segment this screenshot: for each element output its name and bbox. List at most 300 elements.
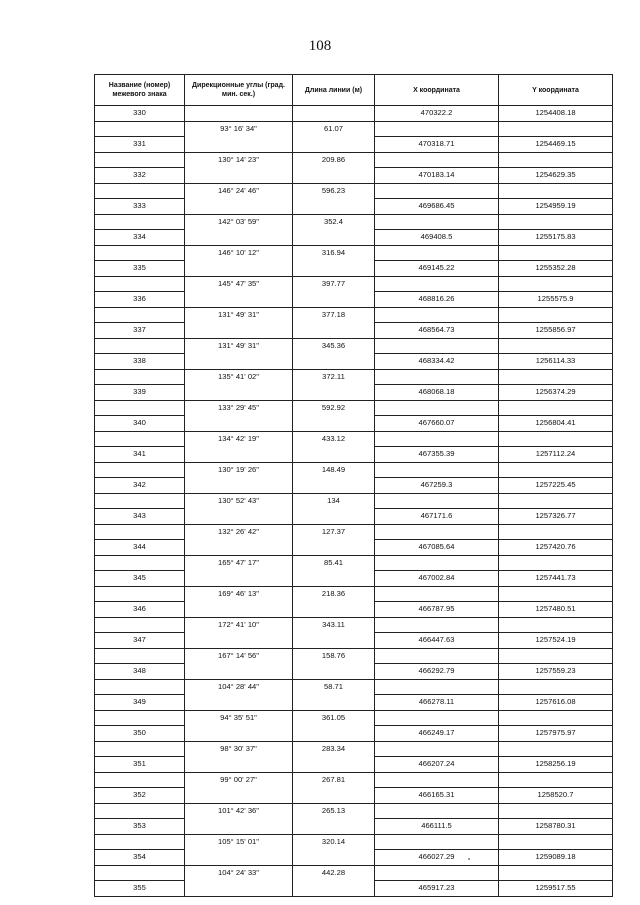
direction-angle-cell: 131° 49' 31"	[185, 338, 293, 354]
marker-name-cell: 353	[95, 819, 185, 835]
direction-blank-cell	[185, 788, 293, 804]
direction-blank-cell	[185, 137, 293, 153]
marker-blank-cell	[95, 865, 185, 881]
direction-blank-cell	[185, 664, 293, 680]
x-coordinate-cell: 466165.31	[375, 788, 499, 804]
marker-blank-cell	[95, 524, 185, 540]
y-blank-cell	[499, 586, 613, 602]
line-length-cell: 397.77	[293, 276, 375, 292]
table-row	[95, 741, 613, 757]
length-blank-cell	[293, 478, 375, 494]
table-row	[95, 261, 613, 277]
y-coordinate-cell: 1259089.18	[499, 850, 613, 866]
y-coordinate-cell: 1254408.18	[499, 106, 613, 122]
marker-blank-cell	[95, 431, 185, 447]
line-length-cell: 361.05	[293, 710, 375, 726]
y-coordinate-cell: 1256114.33	[499, 354, 613, 370]
marker-blank-cell	[95, 338, 185, 354]
line-length-cell: 320.14	[293, 834, 375, 850]
marker-name-cell: 343	[95, 509, 185, 525]
direction-blank-cell	[185, 292, 293, 308]
marker-name-cell: 347	[95, 633, 185, 649]
y-blank-cell	[499, 276, 613, 292]
table-row	[95, 307, 613, 323]
y-blank-cell	[499, 772, 613, 788]
line-length-cell: 442.28	[293, 865, 375, 881]
y-coordinate-cell: 1254629.35	[499, 168, 613, 184]
marker-name-cell: 334	[95, 230, 185, 246]
table-body	[95, 106, 613, 897]
y-coordinate-cell: 1256804.41	[499, 416, 613, 432]
table-row	[95, 168, 613, 184]
direction-angle-cell: 93° 16' 34"	[185, 121, 293, 137]
scan-speck	[468, 858, 470, 860]
direction-blank-cell	[185, 199, 293, 215]
direction-blank-cell	[185, 106, 293, 122]
x-blank-cell	[375, 555, 499, 571]
x-coordinate-cell: 466027.29	[375, 850, 499, 866]
x-coordinate-cell: 468334.42	[375, 354, 499, 370]
line-length-cell: 209.86	[293, 152, 375, 168]
x-blank-cell	[375, 524, 499, 540]
table-row	[95, 540, 613, 556]
marker-blank-cell	[95, 710, 185, 726]
y-coordinate-cell: 1256374.29	[499, 385, 613, 401]
marker-name-cell: 331	[95, 137, 185, 153]
x-coordinate-cell: 468816.26	[375, 292, 499, 308]
line-length-cell: 352.4	[293, 214, 375, 230]
marker-name-cell: 340	[95, 416, 185, 432]
x-blank-cell	[375, 772, 499, 788]
direction-angle-cell: 165° 47' 17"	[185, 555, 293, 571]
table-row	[95, 462, 613, 478]
y-blank-cell	[499, 152, 613, 168]
direction-angle-cell: 94° 35' 51"	[185, 710, 293, 726]
table-row	[95, 338, 613, 354]
line-length-cell: 127.37	[293, 524, 375, 540]
x-coordinate-cell: 469686.45	[375, 199, 499, 215]
line-length-cell: 85.41	[293, 555, 375, 571]
direction-angle-cell: 132° 26' 42"	[185, 524, 293, 540]
x-blank-cell	[375, 493, 499, 509]
marker-blank-cell	[95, 648, 185, 664]
table-row	[95, 633, 613, 649]
line-length-cell: 267.81	[293, 772, 375, 788]
y-coordinate-cell: 1257616.08	[499, 695, 613, 711]
y-blank-cell	[499, 214, 613, 230]
direction-angle-cell: 134° 42' 19"	[185, 431, 293, 447]
x-coordinate-cell: 469408.5	[375, 230, 499, 246]
table-row	[95, 695, 613, 711]
line-length-cell: 372.11	[293, 369, 375, 385]
table-row	[95, 447, 613, 463]
marker-blank-cell	[95, 183, 185, 199]
marker-name-cell: 337	[95, 323, 185, 339]
x-blank-cell	[375, 152, 499, 168]
table-row	[95, 230, 613, 246]
direction-blank-cell	[185, 695, 293, 711]
table-row	[95, 369, 613, 385]
direction-angle-cell: 130° 52' 43"	[185, 493, 293, 509]
marker-name-cell: 341	[95, 447, 185, 463]
y-blank-cell	[499, 121, 613, 137]
x-blank-cell	[375, 307, 499, 323]
direction-angle-cell: 172° 41' 10"	[185, 617, 293, 633]
length-blank-cell	[293, 602, 375, 618]
length-blank-cell	[293, 850, 375, 866]
marker-name-cell: 344	[95, 540, 185, 556]
y-coordinate-cell: 1259517.55	[499, 881, 613, 897]
x-blank-cell	[375, 214, 499, 230]
marker-name-cell: 330	[95, 106, 185, 122]
table-row	[95, 106, 613, 122]
table-row	[95, 431, 613, 447]
line-length-cell: 433.12	[293, 431, 375, 447]
x-coordinate-cell: 466292.79	[375, 664, 499, 680]
header-direction-angle: Дирекционные углы (град. мин. сек.)	[185, 75, 293, 106]
direction-angle-cell: 99° 00' 27"	[185, 772, 293, 788]
marker-blank-cell	[95, 803, 185, 819]
marker-name-cell: 348	[95, 664, 185, 680]
direction-angle-cell: 146° 10' 12"	[185, 245, 293, 261]
line-length-cell: 218.36	[293, 586, 375, 602]
x-coordinate-cell: 469145.22	[375, 261, 499, 277]
x-coordinate-cell: 466111.5	[375, 819, 499, 835]
length-blank-cell	[293, 788, 375, 804]
marker-name-cell: 336	[95, 292, 185, 308]
header-y-coordinate: Y координата	[499, 75, 613, 106]
x-blank-cell	[375, 276, 499, 292]
y-blank-cell	[499, 679, 613, 695]
y-blank-cell	[499, 803, 613, 819]
x-blank-cell	[375, 834, 499, 850]
marker-blank-cell	[95, 493, 185, 509]
length-blank-cell	[293, 571, 375, 587]
y-blank-cell	[499, 834, 613, 850]
direction-angle-cell: 130° 14' 23"	[185, 152, 293, 168]
line-length-cell: 283.34	[293, 741, 375, 757]
table-row	[95, 881, 613, 897]
length-blank-cell	[293, 664, 375, 680]
table-row	[95, 648, 613, 664]
length-blank-cell	[293, 509, 375, 525]
x-blank-cell	[375, 586, 499, 602]
marker-blank-cell	[95, 121, 185, 137]
marker-name-cell: 355	[95, 881, 185, 897]
x-coordinate-cell: 466787.95	[375, 602, 499, 618]
header-x-coordinate: X координата	[375, 75, 499, 106]
length-blank-cell	[293, 447, 375, 463]
x-coordinate-cell: 468068.18	[375, 385, 499, 401]
y-blank-cell	[499, 617, 613, 633]
length-blank-cell	[293, 416, 375, 432]
line-length-cell: 61.07	[293, 121, 375, 137]
direction-angle-cell: 133° 29' 45"	[185, 400, 293, 416]
direction-blank-cell	[185, 168, 293, 184]
length-blank-cell	[293, 261, 375, 277]
marker-name-cell: 333	[95, 199, 185, 215]
x-blank-cell	[375, 183, 499, 199]
x-blank-cell	[375, 803, 499, 819]
table-row	[95, 679, 613, 695]
direction-blank-cell	[185, 540, 293, 556]
direction-blank-cell	[185, 819, 293, 835]
length-blank-cell	[293, 881, 375, 897]
marker-blank-cell	[95, 214, 185, 230]
marker-blank-cell	[95, 586, 185, 602]
x-blank-cell	[375, 462, 499, 478]
x-coordinate-cell: 466447.63	[375, 633, 499, 649]
x-blank-cell	[375, 245, 499, 261]
y-coordinate-cell: 1254959.19	[499, 199, 613, 215]
y-coordinate-cell: 1257975.97	[499, 726, 613, 742]
marker-name-cell: 351	[95, 757, 185, 773]
table-row	[95, 571, 613, 587]
direction-angle-cell: 105° 15' 01"	[185, 834, 293, 850]
table-row	[95, 137, 613, 153]
x-coordinate-cell: 466278.11	[375, 695, 499, 711]
length-blank-cell	[293, 292, 375, 308]
x-blank-cell	[375, 121, 499, 137]
table-row	[95, 555, 613, 571]
direction-angle-cell: 142° 03' 59"	[185, 214, 293, 230]
table-row	[95, 276, 613, 292]
table-row	[95, 865, 613, 881]
marker-name-cell: 345	[95, 571, 185, 587]
direction-blank-cell	[185, 602, 293, 618]
length-blank-cell	[293, 540, 375, 556]
table-header-row	[95, 75, 613, 106]
line-length-cell: 592.92	[293, 400, 375, 416]
table-row	[95, 757, 613, 773]
direction-blank-cell	[185, 261, 293, 277]
table-row	[95, 199, 613, 215]
marker-name-cell: 332	[95, 168, 185, 184]
marker-name-cell: 346	[95, 602, 185, 618]
table-row	[95, 602, 613, 618]
length-blank-cell	[293, 137, 375, 153]
direction-blank-cell	[185, 881, 293, 897]
marker-blank-cell	[95, 152, 185, 168]
line-length-cell: 134	[293, 493, 375, 509]
y-blank-cell	[499, 338, 613, 354]
marker-blank-cell	[95, 245, 185, 261]
x-blank-cell	[375, 400, 499, 416]
direction-angle-cell: 146° 24' 46"	[185, 183, 293, 199]
marker-blank-cell	[95, 741, 185, 757]
x-blank-cell	[375, 338, 499, 354]
length-blank-cell	[293, 199, 375, 215]
y-coordinate-cell: 1257225.45	[499, 478, 613, 494]
y-blank-cell	[499, 245, 613, 261]
table-row	[95, 354, 613, 370]
direction-angle-cell: 169° 46' 13"	[185, 586, 293, 602]
length-blank-cell	[293, 323, 375, 339]
length-blank-cell	[293, 106, 375, 122]
x-coordinate-cell: 467259.3	[375, 478, 499, 494]
marker-name-cell: 339	[95, 385, 185, 401]
x-coordinate-cell: 470318.71	[375, 137, 499, 153]
y-coordinate-cell: 1258780.31	[499, 819, 613, 835]
y-coordinate-cell: 1257524.19	[499, 633, 613, 649]
x-coordinate-cell: 468564.73	[375, 323, 499, 339]
direction-blank-cell	[185, 354, 293, 370]
direction-angle-cell: 131° 49' 31"	[185, 307, 293, 323]
y-coordinate-cell: 1254469.15	[499, 137, 613, 153]
y-coordinate-cell: 1257112.24	[499, 447, 613, 463]
line-length-cell: 148.49	[293, 462, 375, 478]
line-length-cell: 316.94	[293, 245, 375, 261]
table-row	[95, 493, 613, 509]
y-blank-cell	[499, 183, 613, 199]
x-blank-cell	[375, 369, 499, 385]
table-row	[95, 416, 613, 432]
y-blank-cell	[499, 369, 613, 385]
x-coordinate-cell: 466249.17	[375, 726, 499, 742]
line-length-cell: 158.76	[293, 648, 375, 664]
x-coordinate-cell: 467085.64	[375, 540, 499, 556]
direction-blank-cell	[185, 323, 293, 339]
y-blank-cell	[499, 648, 613, 664]
direction-angle-cell: 145° 47' 35"	[185, 276, 293, 292]
x-blank-cell	[375, 710, 499, 726]
marker-blank-cell	[95, 276, 185, 292]
y-blank-cell	[499, 493, 613, 509]
table-row	[95, 323, 613, 339]
y-blank-cell	[499, 462, 613, 478]
y-blank-cell	[499, 431, 613, 447]
x-coordinate-cell: 465917.23	[375, 881, 499, 897]
length-blank-cell	[293, 757, 375, 773]
x-blank-cell	[375, 431, 499, 447]
y-coordinate-cell: 1255856.97	[499, 323, 613, 339]
direction-blank-cell	[185, 571, 293, 587]
marker-blank-cell	[95, 555, 185, 571]
marker-blank-cell	[95, 307, 185, 323]
table-row	[95, 617, 613, 633]
y-coordinate-cell: 1257480.51	[499, 602, 613, 618]
table-row	[95, 245, 613, 261]
marker-blank-cell	[95, 772, 185, 788]
x-coordinate-cell: 467002.84	[375, 571, 499, 587]
direction-angle-cell: 135° 41' 02"	[185, 369, 293, 385]
table-row	[95, 400, 613, 416]
table-row	[95, 664, 613, 680]
x-coordinate-cell: 467355.39	[375, 447, 499, 463]
x-coordinate-cell: 467171.6	[375, 509, 499, 525]
table-row	[95, 385, 613, 401]
direction-blank-cell	[185, 509, 293, 525]
table-row	[95, 850, 613, 866]
line-length-cell: 265.13	[293, 803, 375, 819]
y-coordinate-cell: 1258256.19	[499, 757, 613, 773]
line-length-cell: 596.23	[293, 183, 375, 199]
direction-angle-cell: 104° 24' 33"	[185, 865, 293, 881]
x-coordinate-cell: 466207.24	[375, 757, 499, 773]
line-length-cell: 58.71	[293, 679, 375, 695]
table-row	[95, 524, 613, 540]
direction-blank-cell	[185, 850, 293, 866]
y-blank-cell	[499, 555, 613, 571]
marker-name-cell: 338	[95, 354, 185, 370]
marker-blank-cell	[95, 679, 185, 695]
x-blank-cell	[375, 741, 499, 757]
table-row	[95, 803, 613, 819]
y-coordinate-cell: 1257420.76	[499, 540, 613, 556]
x-blank-cell	[375, 648, 499, 664]
direction-angle-cell: 101° 42' 36"	[185, 803, 293, 819]
x-blank-cell	[375, 679, 499, 695]
y-coordinate-cell: 1255352.28	[499, 261, 613, 277]
direction-blank-cell	[185, 416, 293, 432]
length-blank-cell	[293, 168, 375, 184]
marker-name-cell: 354	[95, 850, 185, 866]
y-coordinate-cell: 1257441.73	[499, 571, 613, 587]
direction-blank-cell	[185, 478, 293, 494]
direction-angle-cell: 98° 30' 37"	[185, 741, 293, 757]
length-blank-cell	[293, 726, 375, 742]
table-row	[95, 509, 613, 525]
y-blank-cell	[499, 400, 613, 416]
marker-name-cell: 335	[95, 261, 185, 277]
line-length-cell: 345.36	[293, 338, 375, 354]
table-row	[95, 183, 613, 199]
marker-blank-cell	[95, 834, 185, 850]
header-line-length: Длина линии (м)	[293, 75, 375, 106]
marker-blank-cell	[95, 462, 185, 478]
length-blank-cell	[293, 385, 375, 401]
y-coordinate-cell: 1255175.83	[499, 230, 613, 246]
table-row	[95, 214, 613, 230]
y-blank-cell	[499, 741, 613, 757]
length-blank-cell	[293, 230, 375, 246]
boundary-markers-table	[94, 74, 613, 897]
marker-name-cell: 349	[95, 695, 185, 711]
table-row	[95, 819, 613, 835]
length-blank-cell	[293, 695, 375, 711]
marker-blank-cell	[95, 400, 185, 416]
direction-blank-cell	[185, 385, 293, 401]
direction-blank-cell	[185, 447, 293, 463]
length-blank-cell	[293, 354, 375, 370]
marker-blank-cell	[95, 369, 185, 385]
table-row	[95, 478, 613, 494]
table-row	[95, 292, 613, 308]
x-blank-cell	[375, 617, 499, 633]
table-row	[95, 121, 613, 137]
direction-blank-cell	[185, 726, 293, 742]
table-row	[95, 772, 613, 788]
table-row	[95, 710, 613, 726]
header-marker-name: Название (номер) межевого знака	[95, 75, 185, 106]
x-blank-cell	[375, 865, 499, 881]
y-blank-cell	[499, 307, 613, 323]
y-coordinate-cell: 1257559.23	[499, 664, 613, 680]
y-blank-cell	[499, 524, 613, 540]
direction-angle-cell: 167° 14' 56"	[185, 648, 293, 664]
x-coordinate-cell: 467660.07	[375, 416, 499, 432]
line-length-cell: 377.18	[293, 307, 375, 323]
length-blank-cell	[293, 633, 375, 649]
y-coordinate-cell: 1258520.7	[499, 788, 613, 804]
direction-blank-cell	[185, 230, 293, 246]
y-blank-cell	[499, 710, 613, 726]
length-blank-cell	[293, 819, 375, 835]
direction-blank-cell	[185, 633, 293, 649]
marker-name-cell: 342	[95, 478, 185, 494]
y-coordinate-cell: 1255575.9	[499, 292, 613, 308]
page-number: 108	[308, 38, 332, 54]
